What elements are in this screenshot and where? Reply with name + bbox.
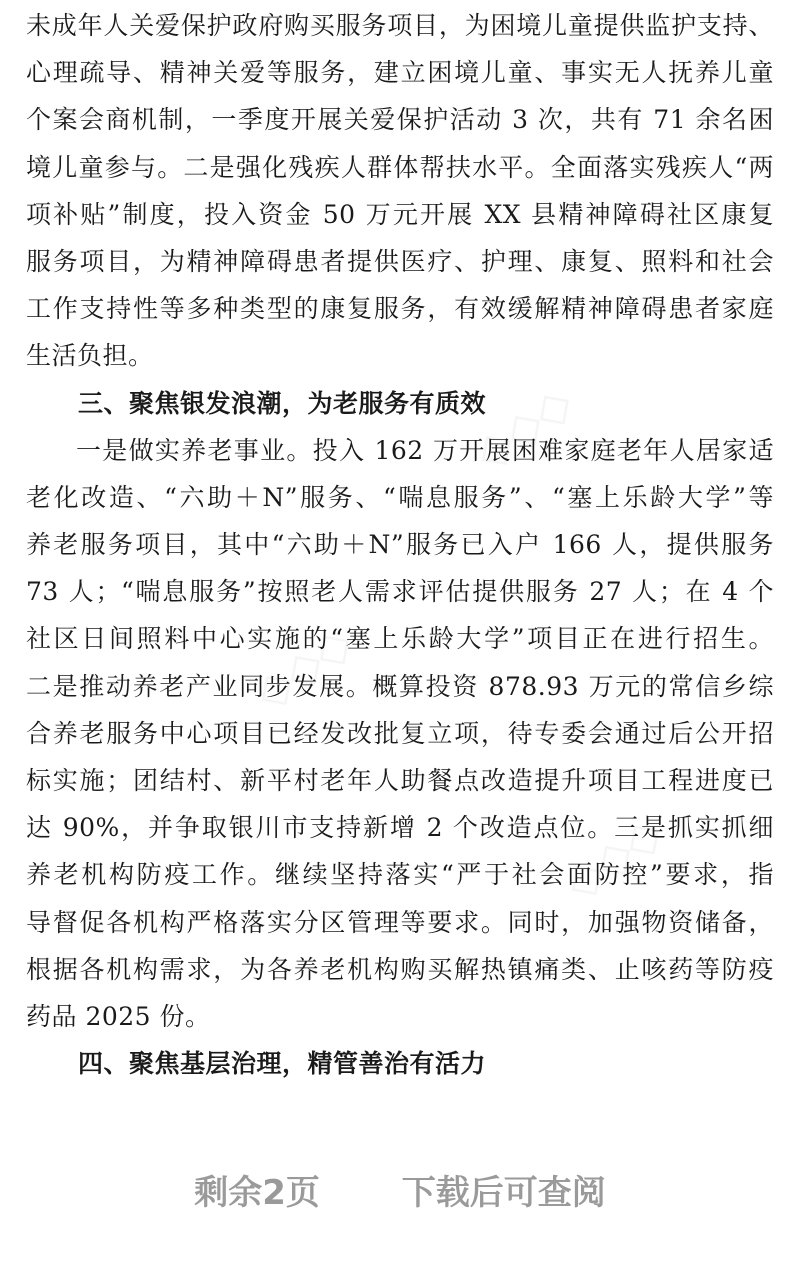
remaining-pages-label[interactable]: 剩余2页	[194, 1173, 320, 1213]
paragraph-line: 73 人；“喘息服务”按照老人需求评估提供服务 27 人；在 4 个	[26, 577, 774, 607]
paragraph-line: 心理疏导、精神关爱等服务，建立困境儿童、事实无人抚养儿童	[26, 58, 774, 88]
watermark: ◇◇◇	[244, 614, 363, 720]
section-heading-4: 四、聚焦基层治理，精管善治有活力	[78, 1049, 487, 1079]
paragraph-line: 导督促各机构严格落实分区管理等要求。同时，加强物资储备，	[26, 907, 774, 937]
paragraph-line: 达 90%，并争取银川市支持新增 2 个改造点位。三是抓实抓细	[26, 813, 774, 843]
paragraph-line: 项补贴”制度，投入资金 50 万元开展 XX 县精神障碍社区康复	[26, 199, 774, 229]
paragraph-line: 养老服务项目，其中“六助＋N”服务已入户 166 人，提供服务	[26, 530, 774, 560]
paragraph-line: 标实施；团结村、新平村老年人助餐点改造提升项目工程进度已	[26, 766, 774, 795]
paragraph-line: 一是做实养老事业。投入 162 万开展困难家庭老年人居家适	[76, 435, 774, 465]
paragraph-line: 药品 2025 份。	[26, 1001, 211, 1031]
download-to-view-label[interactable]: 下载后可查阅	[401, 1173, 606, 1213]
paragraph-line: 工作支持性等多种类型的康复服务，有效缓解精神障碍患者家庭	[26, 294, 774, 324]
paragraph-line: 根据各机构需求，为各养老机构购买解热镇痛类、止咳药等防疫	[26, 954, 774, 984]
paragraph-line: 养老机构防疫工作。继续坚持落实“严于社会面防控”要求，指	[26, 860, 774, 890]
paragraph-line: 二是推动养老产业同步发展。概算投资 878.93 万元的常信乡综	[26, 671, 774, 701]
paragraph-line: 境儿童参与。二是强化残疾人群体帮扶水平。全面落实残疾人“两	[26, 152, 774, 182]
paragraph-line: 个案会商机制，一季度开展关爱保护活动 3 次，共有 71 余名困	[26, 105, 774, 135]
paragraph-line: 老化改造、“六助＋N”服务、“喘息服务”、“塞上乐龄大学”等	[26, 482, 774, 512]
watermark: ◇◇◇	[554, 804, 673, 910]
download-prompt[interactable]	[0, 1165, 800, 1214]
paragraph-line: 未成年人关爱保护政府购买服务项目，为困境儿童提供监护支持、	[26, 11, 774, 40]
paragraph-line: 合养老服务中心项目已经发改批复立项，待专委会通过后公开招	[26, 718, 774, 748]
paragraph-line: 服务项目，为精神障碍患者提供医疗、护理、康复、照料和社会	[26, 246, 774, 276]
paragraph-line: 生活负担。	[26, 341, 154, 371]
section-heading-3: 三、聚焦银发浪潮，为老服务有质效	[78, 388, 487, 418]
document-body	[26, 2, 774, 1087]
watermark: ◇◇◇	[464, 374, 583, 480]
paragraph-line: 社区日间照料中心实施的“塞上乐龄大学”项目正在进行招生。	[26, 624, 774, 654]
